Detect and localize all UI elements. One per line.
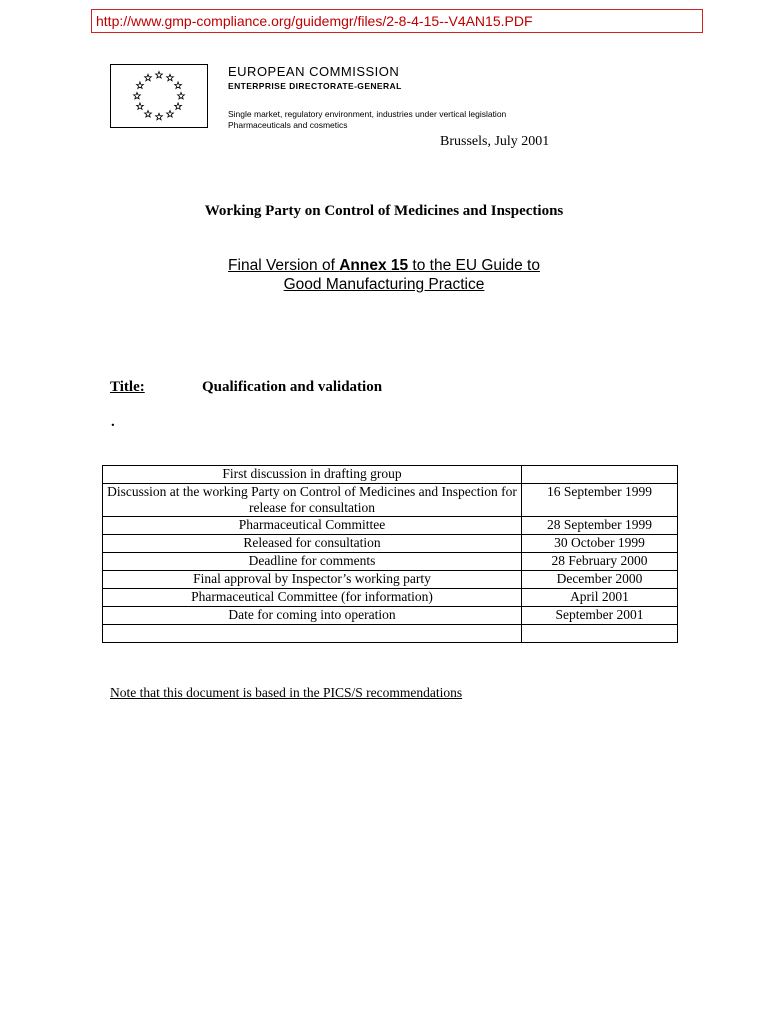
heading-line-1 bbox=[0, 256, 768, 275]
date-cell: 16 September 1999 bbox=[522, 484, 678, 517]
directorate-name: ENTERPRISE DIRECTORATE-GENERAL bbox=[228, 81, 402, 91]
star-icon bbox=[145, 74, 152, 81]
date-cell: 30 October 1999 bbox=[522, 535, 678, 553]
organization-name: EUROPEAN COMMISSION bbox=[228, 64, 400, 79]
star-icon bbox=[156, 113, 163, 120]
star-icon bbox=[175, 82, 182, 89]
heading-line-2: Good Manufacturing Practice bbox=[283, 276, 485, 293]
star-icon bbox=[137, 103, 144, 110]
table-row bbox=[103, 466, 678, 484]
star-icon bbox=[137, 82, 144, 89]
star-icon bbox=[178, 92, 185, 99]
stage-cell: Pharmaceutical Committee (for information) bbox=[103, 589, 522, 607]
table-row bbox=[103, 571, 678, 589]
date-cell: September 2001 bbox=[522, 607, 678, 625]
stage-cell: Released for consultation bbox=[103, 535, 522, 553]
working-party-heading: Working Party on Control of Medicines and Inspections bbox=[204, 203, 564, 219]
date-cell: 28 September 1999 bbox=[522, 517, 678, 535]
document-heading bbox=[0, 256, 768, 294]
table-row bbox=[103, 535, 678, 553]
date-cell: December 2000 bbox=[522, 571, 678, 589]
heading-suffix: to the EU Guide to bbox=[408, 257, 540, 274]
source-url-link[interactable]: http://www.gmp-compliance.org/guidemgr/files/2-8-4-15--V4AN15.PDF bbox=[91, 9, 703, 33]
stage-cell: Deadline for comments bbox=[103, 553, 522, 571]
table-row bbox=[103, 607, 678, 625]
stage-cell bbox=[103, 625, 522, 643]
annex-label: Annex 15 bbox=[339, 257, 409, 274]
title-label: Title: bbox=[110, 379, 145, 395]
title-value: Qualification and validation bbox=[202, 379, 383, 395]
table-row bbox=[103, 517, 678, 535]
bullet-dot: . bbox=[111, 414, 115, 430]
star-icon bbox=[145, 111, 152, 118]
stage-cell: Pharmaceutical Committee bbox=[103, 517, 522, 535]
stage-cell: Final approval by Inspector’s working party bbox=[103, 571, 522, 589]
heading-prefix: Final Version of bbox=[228, 257, 340, 274]
table-row bbox=[103, 553, 678, 571]
unit-description: Single market, regulatory environment, industries under vertical legislation bbox=[228, 109, 507, 119]
table-row bbox=[103, 625, 678, 643]
place-date: Brussels, July 2001 bbox=[440, 134, 550, 149]
eu-flag-icon bbox=[110, 64, 208, 128]
star-icon bbox=[156, 72, 163, 79]
table-row bbox=[103, 589, 678, 607]
star-icon bbox=[167, 74, 174, 81]
stage-cell: Discussion at the working Party on Control of Medicines and Inspection for release for consultation bbox=[103, 484, 522, 517]
star-icon bbox=[167, 111, 174, 118]
date-cell: 28 February 2000 bbox=[522, 553, 678, 571]
star-icon bbox=[175, 103, 182, 110]
date-cell: April 2001 bbox=[522, 589, 678, 607]
star-icon bbox=[134, 92, 141, 99]
table-row bbox=[103, 484, 678, 517]
stage-cell: Date for coming into operation bbox=[103, 607, 522, 625]
unit-subdescription: Pharmaceuticals and cosmetics bbox=[228, 120, 348, 130]
date-cell bbox=[522, 466, 678, 484]
note-text: Note that this document is based in the PICS/S recommendations bbox=[110, 685, 463, 700]
date-cell bbox=[522, 625, 678, 643]
history-table bbox=[102, 465, 678, 643]
stage-cell: First discussion in drafting group bbox=[103, 466, 522, 484]
